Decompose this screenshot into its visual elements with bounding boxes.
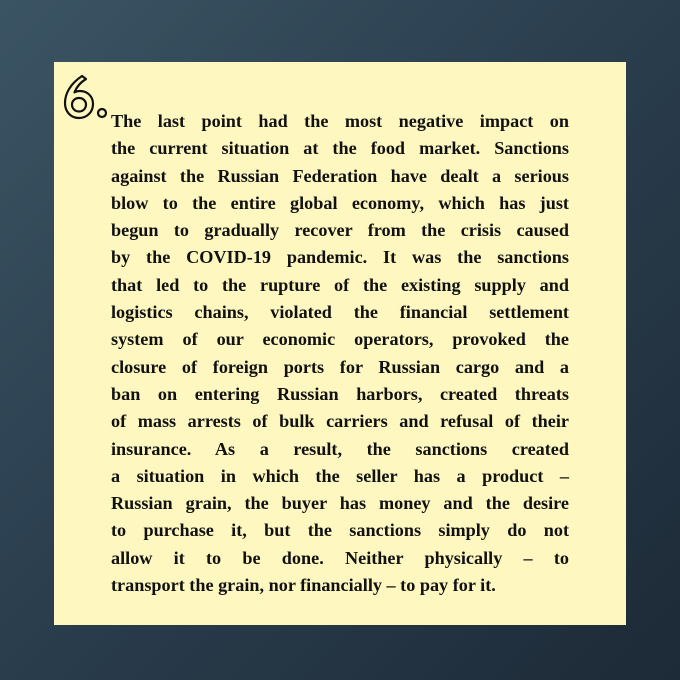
- paragraph-line: by the COVID-19 pandemic. It was the sanctions: [111, 247, 569, 268]
- paragraph-line: closure of foreign ports for Russian cargo and a: [111, 356, 569, 377]
- paragraph-line: Russian grain, the buyer has money and the desire: [111, 493, 569, 514]
- item-number: [60, 70, 112, 122]
- paragraph-line: ban on entering Russian harbors, created threats: [111, 383, 569, 404]
- number-six-outline-icon: [60, 70, 112, 122]
- paragraph-line: system of our economic operators, provoked the: [111, 329, 569, 350]
- text-card: [54, 62, 626, 625]
- paragraph-line: insurance. As a result, the sanctions created: [111, 438, 569, 459]
- paragraph-line: that led to the rupture of the existing supply and: [111, 274, 569, 295]
- paragraph-line: against the Russian Federation have dealt a serious: [111, 165, 569, 186]
- paragraph-line: begun to gradually recover from the crisis caused: [111, 220, 569, 241]
- paragraph-line: transport the grain, nor financially – to pay for it.: [111, 575, 496, 596]
- paragraph-line: The last point had the most negative impact on: [111, 111, 569, 131]
- paragraph-line: to purchase it, but the sanctions simply do not: [111, 520, 569, 541]
- paragraph-line: a situation in which the seller has a product –: [111, 465, 569, 486]
- paragraph-line: of mass arrests of bulk carriers and refusal of their: [111, 411, 569, 432]
- body-paragraph: [111, 108, 569, 599]
- paragraph-line: blow to the entire global economy, which has just: [111, 192, 569, 213]
- paragraph-line: the current situation at the food market. Sanctions: [111, 138, 569, 159]
- paragraph-line: logistics chains, violated the financial settlement: [111, 302, 569, 323]
- paragraph-line: allow it to be done. Neither physically – to: [111, 547, 569, 568]
